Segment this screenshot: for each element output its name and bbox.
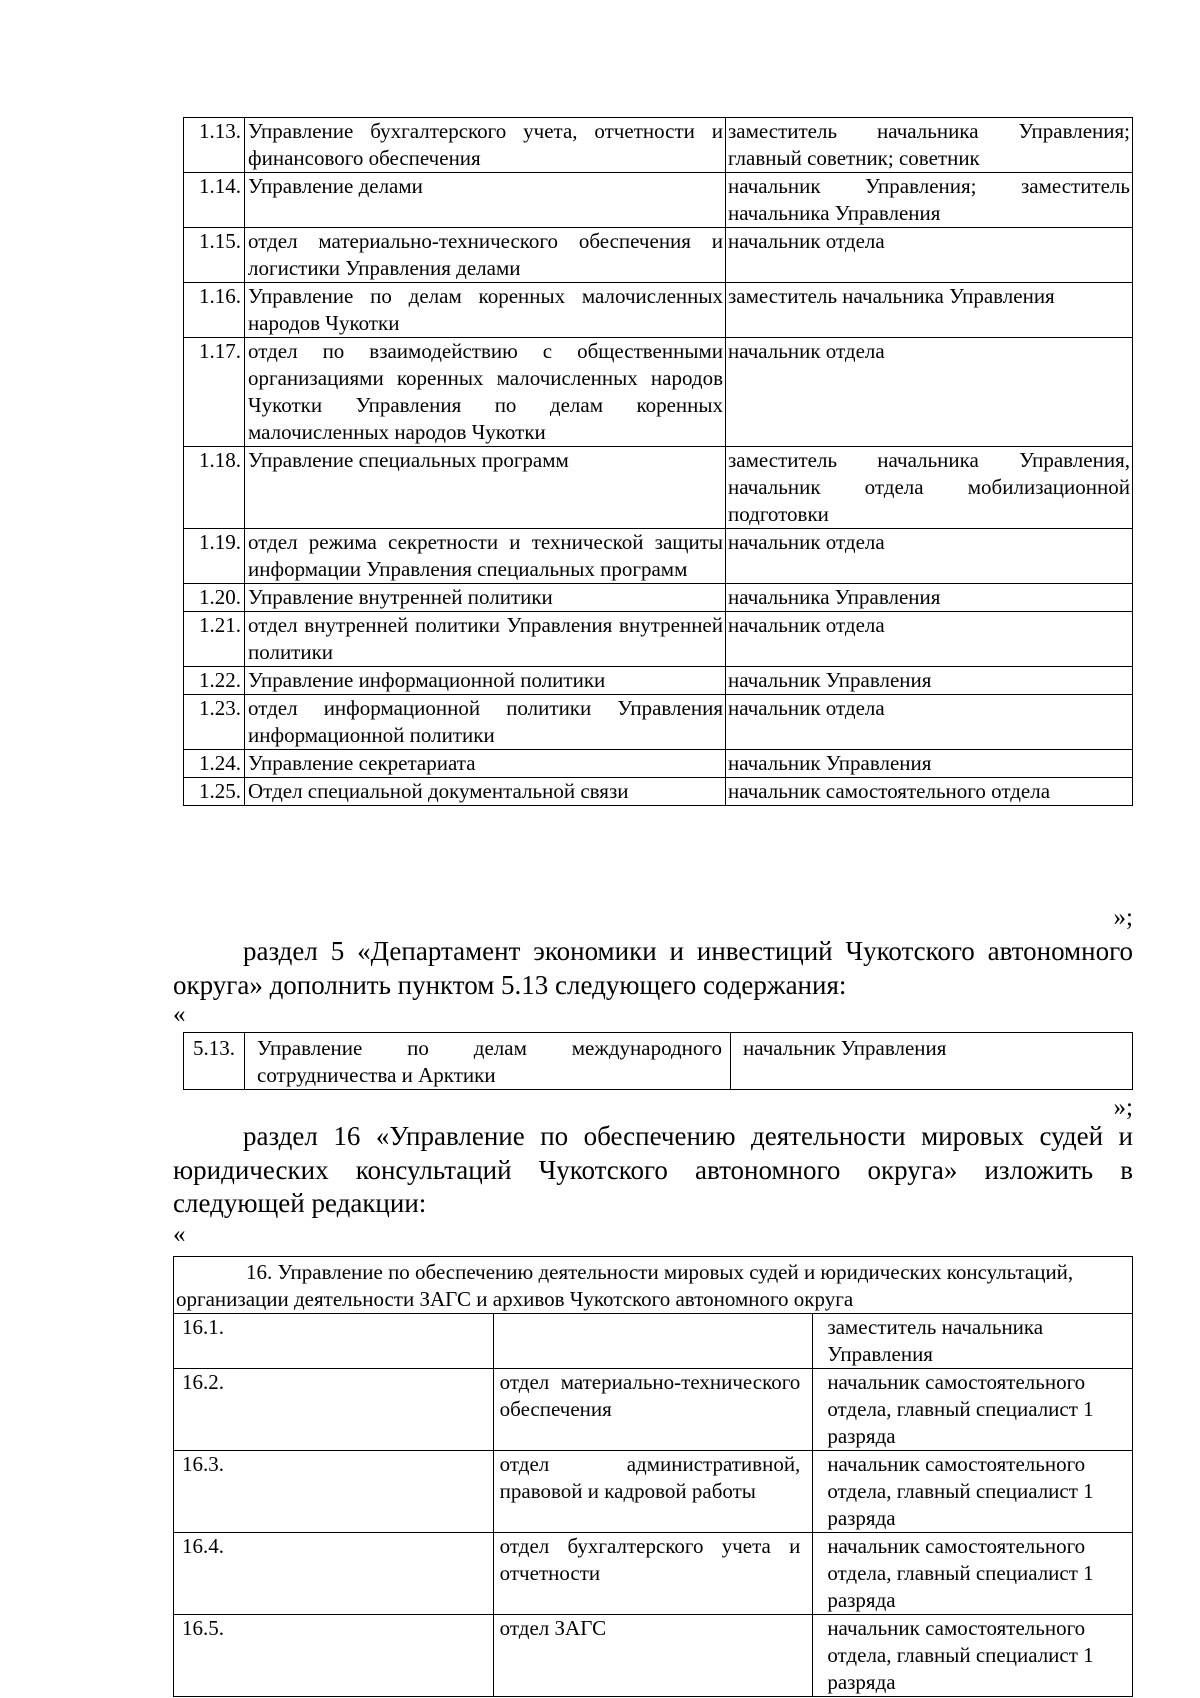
table-row [184, 1033, 1133, 1090]
closing-quote: »; [1113, 1094, 1133, 1121]
table-header-row [174, 1257, 1133, 1314]
section-16-paragraph [173, 1120, 1133, 1221]
row-number: 1.13. [184, 118, 245, 173]
unit-name: отдел административной, правовой и кадровой работы [493, 1451, 813, 1533]
table-row [184, 612, 1133, 667]
section-16-text: раздел 16 «Управление по обеспечению деятельности мировых судей и юридических консультаций Чукотского автономного округа» изложить в следующей редакции: [173, 1121, 1133, 1218]
position-title: заместитель начальника Управления [726, 283, 1133, 338]
unit-name: Управление делами [245, 173, 726, 228]
row-number: 16.2. [174, 1369, 494, 1451]
table-row [184, 447, 1133, 529]
closing-quote: »; [1113, 904, 1133, 931]
position-title: начальник самостоятельного отдела, главный специалист 1 разряда [813, 1533, 1133, 1615]
section-heading: 16. Управление по обеспечению деятельности мировых судей и юридических консультаций, организации деятельности ЗАГС и архивов Чукотского автономного округа [174, 1257, 1133, 1314]
position-title: заместитель начальника Управления; главный советник; советник [726, 118, 1133, 173]
row-number: 1.23. [184, 695, 245, 750]
table-row [184, 338, 1133, 447]
unit-name: Управление информационной политики [245, 667, 726, 695]
position-title: начальник Управления [726, 750, 1133, 778]
row-number: 1.21. [184, 612, 245, 667]
position-title: начальник отдела [726, 612, 1133, 667]
position-title: начальник самостоятельного отдела, главный специалист 1 разряда [813, 1369, 1133, 1451]
position-title: заместитель начальника Управления [813, 1314, 1133, 1369]
unit-name: отдел бухгалтерского учета и отчетности [493, 1533, 813, 1615]
unit-name: отдел режима секретности и технической защиты информации Управления специальных программ [245, 529, 726, 584]
unit-name [493, 1314, 813, 1369]
unit-name: отдел ЗАГС [493, 1615, 813, 1697]
table-row [174, 1615, 1133, 1697]
position-title: начальника Управления [726, 584, 1133, 612]
position-title: начальник отдела [726, 228, 1133, 283]
row-number: 1.18. [184, 447, 245, 529]
table-row [174, 1451, 1133, 1533]
unit-name: отдел информационной политики Управления информационной политики [245, 695, 726, 750]
section-5-paragraph [173, 935, 1133, 1002]
positions-table-section-16 [173, 1256, 1133, 1697]
position-title: начальник Управления; заместитель начальника Управления [726, 173, 1133, 228]
row-number: 1.15. [184, 228, 245, 283]
section-5-text: раздел 5 «Департамент экономики и инвестиций Чукотского автономного округа» дополнить пунктом 5.13 следующего содержания: [173, 936, 1133, 1000]
opening-quote: « [173, 1001, 186, 1028]
row-number: 1.16. [184, 283, 245, 338]
unit-name: отдел по взаимодействию с общественными организациями коренных малочисленных народов Чукотки Управления по делам коренных малочисленных народов Чукотки [245, 338, 726, 447]
row-number: 16.1. [174, 1314, 494, 1369]
table-row [184, 667, 1133, 695]
row-number: 1.22. [184, 667, 245, 695]
position-title: начальник отдела [726, 529, 1133, 584]
unit-name: Управление специальных программ [245, 447, 726, 529]
unit-name: отдел внутренней политики Управления внутренней политики [245, 612, 726, 667]
row-number: 5.13. [184, 1033, 245, 1090]
position-title: начальник Управления [726, 667, 1133, 695]
table-row [174, 1314, 1133, 1369]
row-number: 1.19. [184, 529, 245, 584]
table-row [184, 228, 1133, 283]
position-title: начальник отдела [726, 695, 1133, 750]
row-number: 1.25. [184, 778, 245, 806]
unit-name: Управление бухгалтерского учета, отчетности и финансового обеспечения [245, 118, 726, 173]
table-row [184, 118, 1133, 173]
position-title: заместитель начальника Управления, начальник отдела мобилизационной подготовки [726, 447, 1133, 529]
opening-quote: « [173, 1221, 186, 1248]
unit-name: Управление по делам международного сотрудничества и Арктики [245, 1033, 731, 1090]
table-row [184, 750, 1133, 778]
row-number: 1.20. [184, 584, 245, 612]
unit-name: отдел материально-технического обеспечения и логистики Управления делами [245, 228, 726, 283]
row-number: 1.17. [184, 338, 245, 447]
table-row [184, 584, 1133, 612]
unit-name: Отдел специальной документальной связи [245, 778, 726, 806]
positions-table-section-5 [183, 1032, 1133, 1090]
table-row [184, 173, 1133, 228]
table-row [184, 283, 1133, 338]
unit-name: отдел материально-технического обеспечения [493, 1369, 813, 1451]
unit-name: Управление по делам коренных малочисленных народов Чукотки [245, 283, 726, 338]
table-row [174, 1369, 1133, 1451]
table-row [184, 695, 1133, 750]
position-title: начальник самостоятельного отдела [726, 778, 1133, 806]
position-title: начальник Управления [731, 1033, 1133, 1090]
unit-name: Управление секретариата [245, 750, 726, 778]
row-number: 16.3. [174, 1451, 494, 1533]
row-number: 1.14. [184, 173, 245, 228]
row-number: 16.4. [174, 1533, 494, 1615]
position-title: начальник самостоятельного отдела, главный специалист 1 разряда [813, 1615, 1133, 1697]
position-title: начальник отдела [726, 338, 1133, 447]
unit-name: Управление внутренней политики [245, 584, 726, 612]
position-title: начальник самостоятельного отдела, главный специалист 1 разряда [813, 1451, 1133, 1533]
table-row [184, 529, 1133, 584]
positions-table-section-1 [183, 117, 1133, 806]
table-row [174, 1533, 1133, 1615]
table-row [184, 778, 1133, 806]
row-number: 1.24. [184, 750, 245, 778]
row-number: 16.5. [174, 1615, 494, 1697]
